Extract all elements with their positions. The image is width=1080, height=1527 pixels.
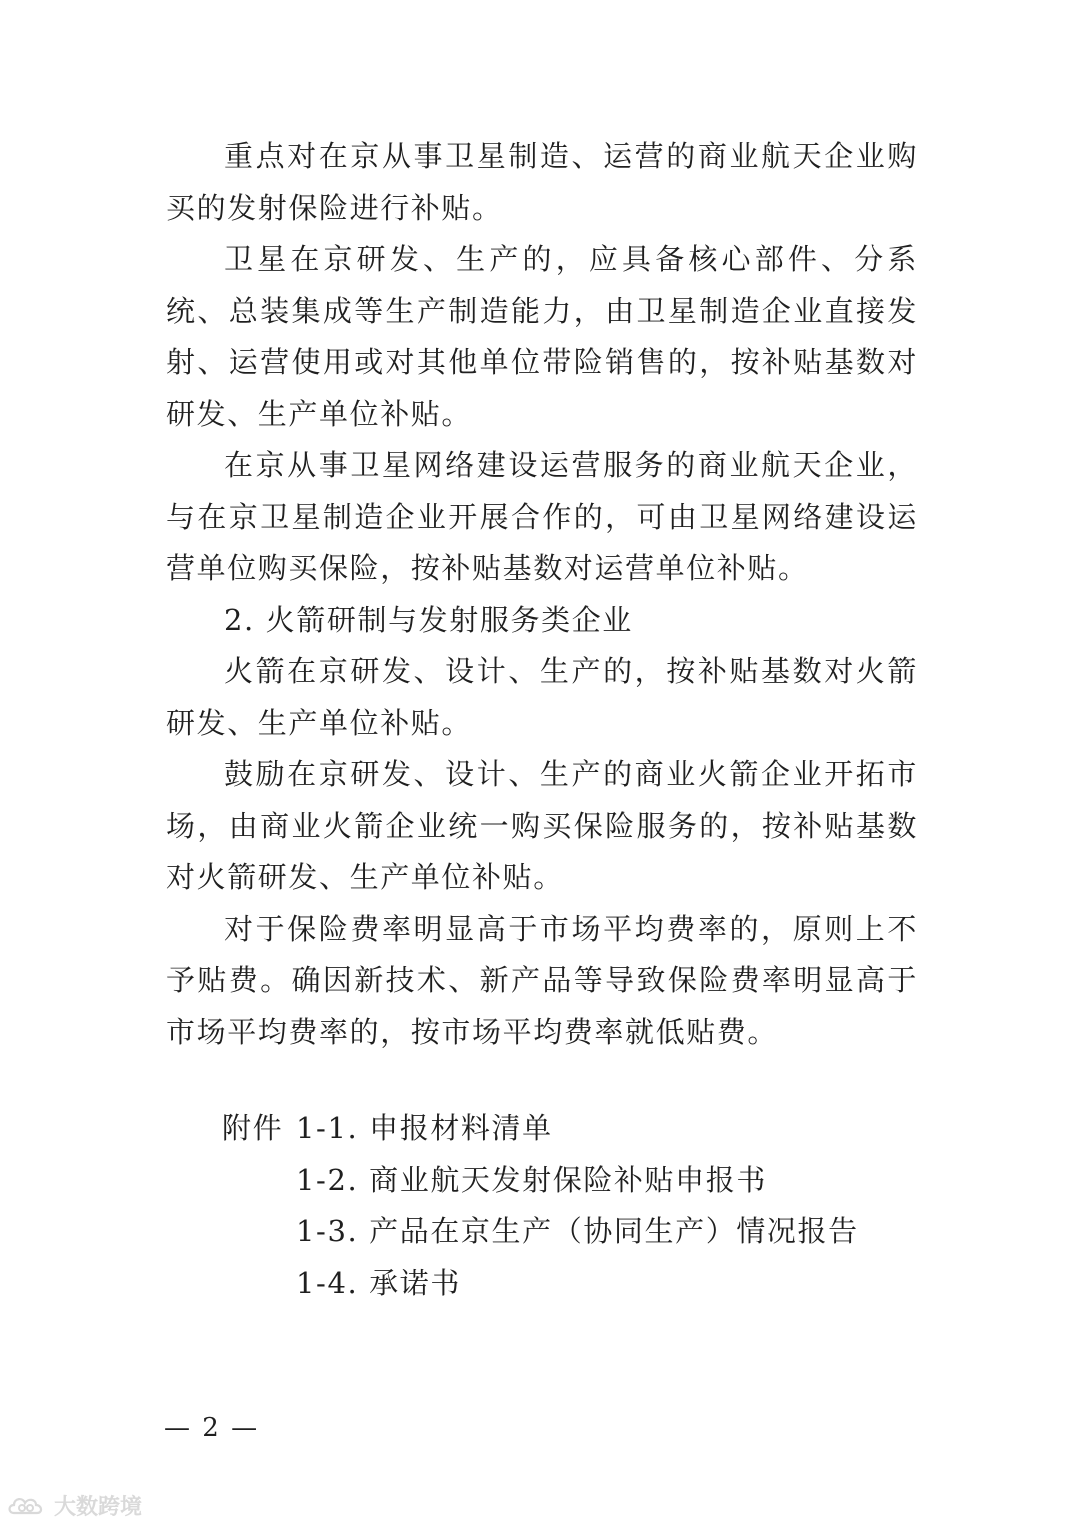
watermark-text: 大数跨境	[54, 1495, 143, 1520]
attachment-row	[222, 1155, 859, 1207]
attachment-row	[222, 1206, 859, 1258]
attachment-item: 1-2. 商业航天发射保险补贴申报书	[296, 1162, 767, 1197]
attachment-item: 1-4. 承诺书	[296, 1265, 461, 1300]
paragraph-satellite-network: 在京从事卫星网络建设运营服务的商业航天企业，与在京卫星制造企业开展合作的，可由卫星网络建设运营单位购买保险，按补贴基数对运营单位补贴。	[166, 448, 918, 585]
attachment-row	[222, 1103, 859, 1155]
attachment-item: 1-1. 申报材料清单	[296, 1111, 553, 1145]
paragraph-rocket-production: 火箭在京研发、设计、生产的，按补贴基数对火箭研发、生产单位补贴。	[166, 654, 918, 740]
paragraph-premium-rate: 对于保险费率明显高于市场平均费率的，原则上不予贴费。确因新技术、新产品等导致保险费率明显高于市场平均费率的，按市场平均费率就低贴费。	[166, 911, 918, 1049]
attachments-list	[222, 1103, 859, 1309]
section-heading-rocket: 2. 火箭研制与发射服务类企业	[224, 602, 633, 637]
cloud-logo-icon	[6, 1493, 50, 1519]
watermark	[6, 1490, 142, 1521]
paragraph-satellite-production: 卫星在京研发、生产的，应具备核心部件、分系统、总装集成等生产制造能力，由卫星制造企业直接发射、运营使用或对其他单位带险销售的，按补贴基数对研发、生产单位补贴。	[166, 242, 918, 431]
attachments-label: 附件	[222, 1111, 284, 1145]
page-number: — 2 —	[164, 1413, 260, 1443]
body-text	[166, 131, 918, 1058]
attachment-row	[222, 1258, 859, 1310]
attachment-item: 1-3. 产品在京生产（协同生产）情况报告	[296, 1214, 859, 1248]
paragraph-satellite-subsidy: 重点对在京从事卫星制造、运营的商业航天企业购买的发射保险进行补贴。	[166, 139, 918, 225]
paragraph-rocket-market: 鼓励在京研发、设计、生产的商业火箭企业开拓市场，由商业火箭企业统一购买保险服务的，按补贴基数对火箭研发、生产单位补贴。	[166, 757, 918, 894]
